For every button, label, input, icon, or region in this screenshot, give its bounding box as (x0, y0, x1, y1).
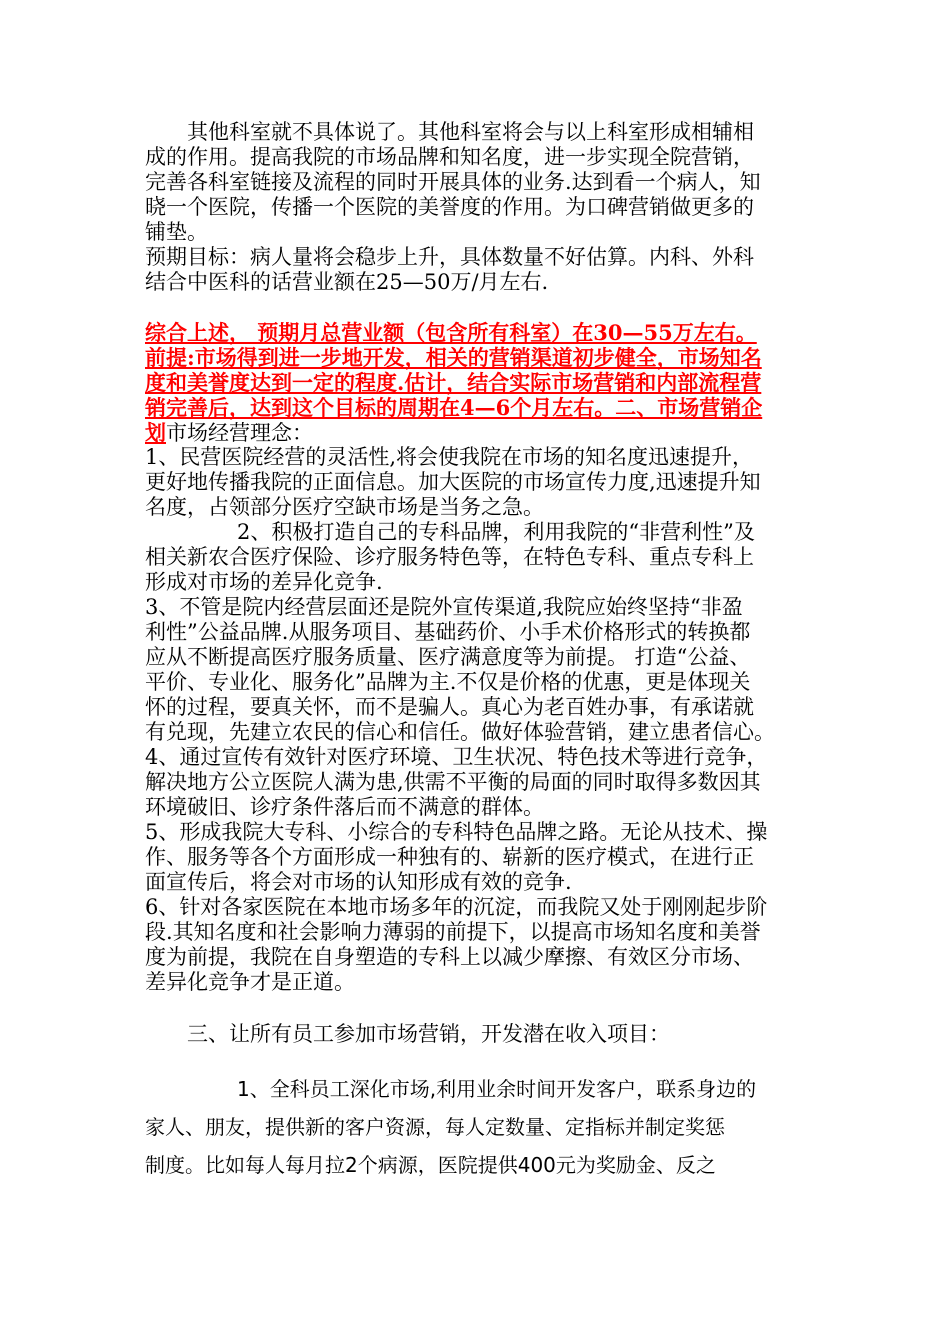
list-item-line: 差异化竞争才是正道。 (145, 970, 355, 994)
document-body (145, 120, 815, 995)
spacer (145, 295, 815, 320)
list-item-line: 2、积极打造自己的专科品牌，利用我院的“非营利性”及 (237, 520, 755, 544)
list-item-line: 形成对市场的差异化竞争. (145, 570, 383, 594)
summary-highlight-line: 度和美誉度达到一定的程度.估计，结合实际市场营销和内部流程营 (145, 370, 762, 395)
list-item-line: 3、不管是院内经营层面还是院外宣传渠道,我院应始终坚持“非盈 (145, 595, 743, 619)
expected-goal-line: 结合中医科的话营业额在25—50万/月左右. (145, 270, 549, 294)
list-item-line: 有兑现，先建立农民的信心和信任。做好体验营销，建立患者信心。 (145, 720, 775, 744)
section3-heading: 三、让所有员工参加市场营销，开发潜在收入项目： (187, 1022, 670, 1046)
list-item-line: 相关新农合医疗保险、诊疗服务特色等，在特色专科、重点专科上 (145, 545, 754, 569)
list-item-line: 平价、专业化、服务化”品牌为主.不仅是价格的优惠，更是体现关 (145, 670, 751, 694)
list-item-line: 作、服务等各个方面形成一种独有的、崭新的医疗模式，在进行正 (145, 845, 754, 869)
paragraph-line: 完善各科室链接及流程的同时开展具体的业务.达到看一个病人，知 (145, 170, 761, 194)
list-item-line: 利性”公益品牌.从服务项目、基础药价、小手术价格形式的转换都 (145, 620, 751, 644)
summary-highlight-line: 销完善后，达到这个目标的周期在4—6个月左右。二、市场营销企 (145, 395, 763, 420)
expected-goal-line: 预期目标：病人量将会稳步上升，具体数量不好估算。内科、外科 (145, 245, 754, 269)
list-item-line: 解决地方公立医院人满为患,供需不平衡的局面的同时取得多数因其 (145, 770, 761, 794)
list-item-line: 怀的过程，要真关怀，而不是骗人。真心为老百姓办事，有承诺就 (145, 695, 754, 719)
list-item-line: 名度，占领部分医疗空缺市场是当务之急。 (145, 495, 544, 519)
list-item-line: 4、通过宣传有效针对医疗环境、卫生状况、特色技术等进行竞争， (145, 745, 768, 769)
section3-body-line: 1、全科员工深化市场,利用业余时间开发客户，联系身边的 (237, 1077, 757, 1101)
list-item-line: 度为前提，我院在自身塑造的专科上以减少摩擦、有效区分市场、 (145, 945, 754, 969)
summary-last-line (145, 420, 815, 445)
section3-body-line: 制度。比如每人每月拉2个病源，医院提供400元为奖励金、反之 (145, 1153, 716, 1177)
list-item-line: 应从不断提高医疗服务质量、医疗满意度等为前提。 打造“公益、 (145, 645, 751, 669)
section3-body-line: 家人、朋友，提供新的客户资源，每人定数量、定指标并制定奖惩 (145, 1115, 725, 1139)
section3-body-block (145, 1070, 815, 1184)
paragraph-line: 铺垫。 (145, 220, 208, 244)
market-philosophy-label: 市场经营理念： (166, 421, 313, 445)
list-item-line: 面宣传后，将会对市场的认知形成有效的竞争. (145, 870, 572, 894)
summary-highlight-line: 综合上述， 预期月总营业额（包含所有科室）在30—55万左右。 (145, 320, 757, 345)
summary-highlight-fragment: 划 (145, 420, 166, 445)
paragraph-line: 其他科室就不具体说了。其他科室将会与以上科室形成相辅相 (187, 120, 754, 144)
list-item-line: 1、民营医院经营的灵活性,将会使我院在市场的知名度迅速提升， (145, 445, 754, 469)
list-item-line: 段.其知名度和社会影响力薄弱的前提下，以提高市场知名度和美誉 (145, 920, 761, 944)
list-item-line: 6、针对各家医院在本地市场多年的沉淀，而我院又处于刚刚起步阶 (145, 895, 768, 919)
section3-heading-block (145, 1018, 815, 1050)
list-item-line: 环境破旧、诊疗条件落后而不满意的群体。 (145, 795, 544, 819)
paragraph-line: 晓一个医院，传播一个医院的美誉度的作用。为口碑营销做更多的 (145, 195, 754, 219)
summary-highlight-line: 前提:市场得到进一步地开发，相关的营销渠道初步健全，市场知名 (145, 345, 762, 370)
list-item-line: 更好地传播我院的正面信息。加大医院的市场宣传力度,迅速提升知 (145, 470, 761, 494)
paragraph-line: 成的作用。提高我院的市场品牌和知名度，进一步实现全院营销， (145, 145, 754, 169)
list-item-line: 5、形成我院大专科、小综合的专科特色品牌之路。无论从技术、操 (145, 820, 768, 844)
